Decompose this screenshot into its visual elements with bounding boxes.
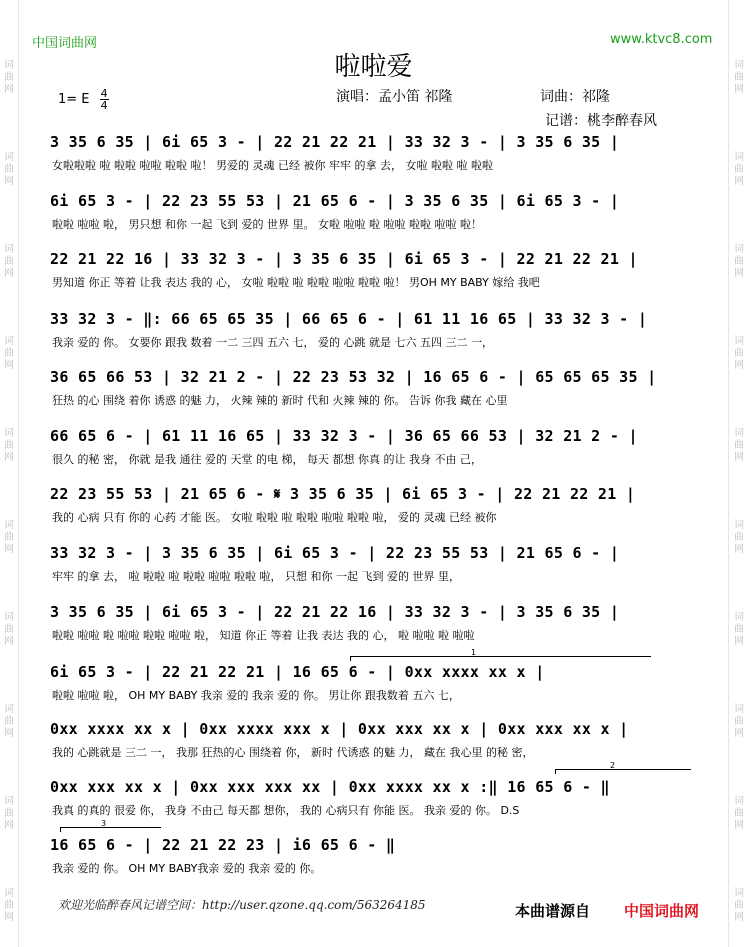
lyric-line: 啦啦 啦啦 啦， OH MY BABY 我亲 爱的 我亲 爱的 你。 男让你 跟我数着 五六 七， [52, 689, 460, 702]
source-label: 本曲谱源自 [515, 902, 591, 920]
watermark-glyphs: 词 曲 网 [734, 612, 744, 647]
notation-line: 33 32 3 - ‖: 66 65 65 35 | 66 65 6 - | 61 11 16 65 | 33 32 3 - | [50, 310, 648, 328]
footer-note: 欢迎光临醉春风记谱空间：http://user.qzone.qq.com/563264185 [58, 898, 426, 912]
site-url-right[interactable]: www.ktvc8.com [610, 32, 713, 47]
lyric-line: 啦啦 啦啦 啦 啦啦 啦啦 啦啦 啦， 知道 你正 等着 让我 表达 我的 心， 啦 啦啦 啦 啦啦 [52, 629, 475, 642]
time-signature [100, 88, 109, 111]
lyric-line: 很久 的秘 密， 你就 是我 通往 爱的 天堂 的电 梯， 每天 都想 你真 的让 我身 不由 己， [52, 453, 482, 466]
notation-line: 33 32 3 - | 3 35 6 35 | 6i 65 3 - | 22 23 55 53 | 21 65 6 - | [50, 544, 620, 562]
watermark-glyphs: 词 曲 网 [4, 612, 14, 647]
composer-credit: 词曲：祁隆 [540, 89, 610, 105]
lyric-line: 女啦啦啦 啦 啦啦 啦啦 啦啦 啦！ 男爱的 灵魂 已经 被你 牢牢 的拿 去， 女啦 啦啦 啦 啦啦 [52, 159, 493, 172]
lyric-line: 牢牢 的拿 去， 啦 啦啦 啦 啦啦 啦啦 啦啦 啦， 只想 和你 一起 飞到 爱的 世界 里， [52, 570, 460, 583]
volta-bracket-2: 2 [555, 769, 691, 774]
watermark-glyphs: 词 曲 网 [734, 888, 744, 923]
lyric-line: 我的 心病 只有 你的 心药 才能 医。 女啦 啦啦 啦 啦啦 啦啦 啦啦 啦， 爱的 灵魂 已经 被你 [52, 511, 497, 524]
volta-bracket-1: 1 [350, 656, 651, 661]
watermark-glyphs: 词 曲 网 [734, 704, 744, 739]
notation-line: 6i 65 3 - | 22 23 55 53 | 21 65 6 - | 3 35 6 35 | 6i 65 3 - | [50, 192, 620, 210]
notation-line: 0xx xxx xx x | 0xx xxx xxx xx | 0xx xxxx xx x :‖ 16 65 6 - ‖ [50, 778, 610, 796]
time-bottom: 4 [100, 99, 108, 112]
watermark-glyphs: 词 曲 网 [734, 796, 744, 831]
notation-line: 6i 65 3 - | 22 21 22 21 | 16 65 6 - | 0xx xxxx xx x | [50, 663, 545, 681]
notation-line: 0xx xxxx xx x | 0xx xxxx xxx x | 0xx xxx xx x | 0xx xxx xx x | [50, 720, 629, 738]
watermark-glyphs: 词 曲 网 [4, 520, 14, 555]
source-site[interactable]: 中国词曲网 [624, 902, 700, 920]
left-watermark-strip [0, 0, 19, 947]
notation-line: 22 23 55 53 | 21 65 6 - 𝄋 3 35 6 35 | 6i 65 3 - | 22 21 22 21 | [50, 485, 636, 503]
volta-bracket-3: 3 [60, 827, 161, 832]
watermark-glyphs: 词 曲 网 [4, 244, 14, 279]
notation-line: 3 35 6 35 | 6i 65 3 - | 22 21 22 21 | 33 32 3 - | 3 35 6 35 | [50, 133, 620, 151]
watermark-glyphs: 词 曲 网 [4, 152, 14, 187]
watermark-glyphs: 词 曲 网 [734, 520, 744, 555]
watermark-glyphs: 词 曲 网 [4, 428, 14, 463]
time-top: 4 [100, 87, 108, 100]
key-label: 1= E [58, 92, 90, 107]
watermark-glyphs: 词 曲 网 [734, 152, 744, 187]
right-watermark-strip [728, 0, 747, 947]
watermark-glyphs: 词 曲 网 [4, 888, 14, 923]
key-signature [58, 88, 109, 111]
watermark-glyphs: 词 曲 网 [734, 244, 744, 279]
watermark-glyphs: 词 曲 网 [4, 336, 14, 371]
notation-line: 66 65 6 - | 61 11 16 65 | 33 32 3 - | 36 65 66 53 | 32 21 2 - | [50, 427, 638, 445]
lyric-line: 啦啦 啦啦 啦， 男只想 和你 一起 飞到 爱的 世界 里。 女啦 啦啦 啦 啦啦 啦啦 啦啦 啦！ [52, 218, 482, 231]
song-title: 啦啦爱 [334, 52, 413, 82]
watermark-glyphs: 词 曲 网 [4, 704, 14, 739]
transcriber-credit: 记谱：桃李醉春风 [545, 113, 657, 129]
lyric-line: 男知道 你正 等着 让我 表达 我的 心， 女啦 啦啦 啦 啦啦 啦啦 啦啦 啦！ 男OH MY BABY 嫁给 我吧 [52, 276, 540, 289]
notation-line: 22 21 22 16 | 33 32 3 - | 3 35 6 35 | 6i 65 3 - | 22 21 22 21 | [50, 250, 638, 268]
lyric-line: 我的 心跳就是 三二 一， 我那 狂热的心 围绕着 你， 新时 代诱惑 的魅 力， 藏在 我心里 的秘 密， [52, 746, 534, 759]
lyric-line: 狂热 的心 围绕 着你 诱惑 的魅 力， 火辣 辣的 新时 代和 火辣 辣的 你。 告诉 你我 藏在 心里 [52, 394, 508, 407]
notation-line: 3 35 6 35 | 6i 65 3 - | 22 21 22 16 | 33 32 3 - | 3 35 6 35 | [50, 603, 620, 621]
notation-line: 36 65 66 53 | 32 21 2 - | 22 23 53 32 | 16 65 6 - | 65 65 65 35 | [50, 368, 657, 386]
notation-line: 16 65 6 - | 22 21 22 23 | i6 65 6 - ‖ [50, 836, 396, 854]
site-name-left[interactable]: 中国词曲网 [32, 36, 98, 51]
lyric-line: 我真 的真的 很爱 你， 我身 不由己 每天都 想你， 我的 心病只有 你能 医。 我亲 爱的 你。 D.S [52, 804, 520, 817]
lyric-line: 我亲 爱的 你。 女要你 跟我 数着 一二 三四 五六 七， 爱的 心跳 就是 七六 五四 三二 一， [52, 336, 493, 349]
watermark-glyphs: 词 曲 网 [4, 796, 14, 831]
watermark-glyphs: 词 曲 网 [734, 336, 744, 371]
singer-credit: 演唱：孟小笛 祁隆 [336, 89, 453, 105]
watermark-glyphs: 词 曲 网 [4, 60, 14, 95]
watermark-glyphs: 词 曲 网 [734, 60, 744, 95]
watermark-glyphs: 词 曲 网 [734, 428, 744, 463]
lyric-line: 我亲 爱的 你。 OH MY BABY我亲 爱的 我亲 爱的 你。 [52, 862, 322, 875]
